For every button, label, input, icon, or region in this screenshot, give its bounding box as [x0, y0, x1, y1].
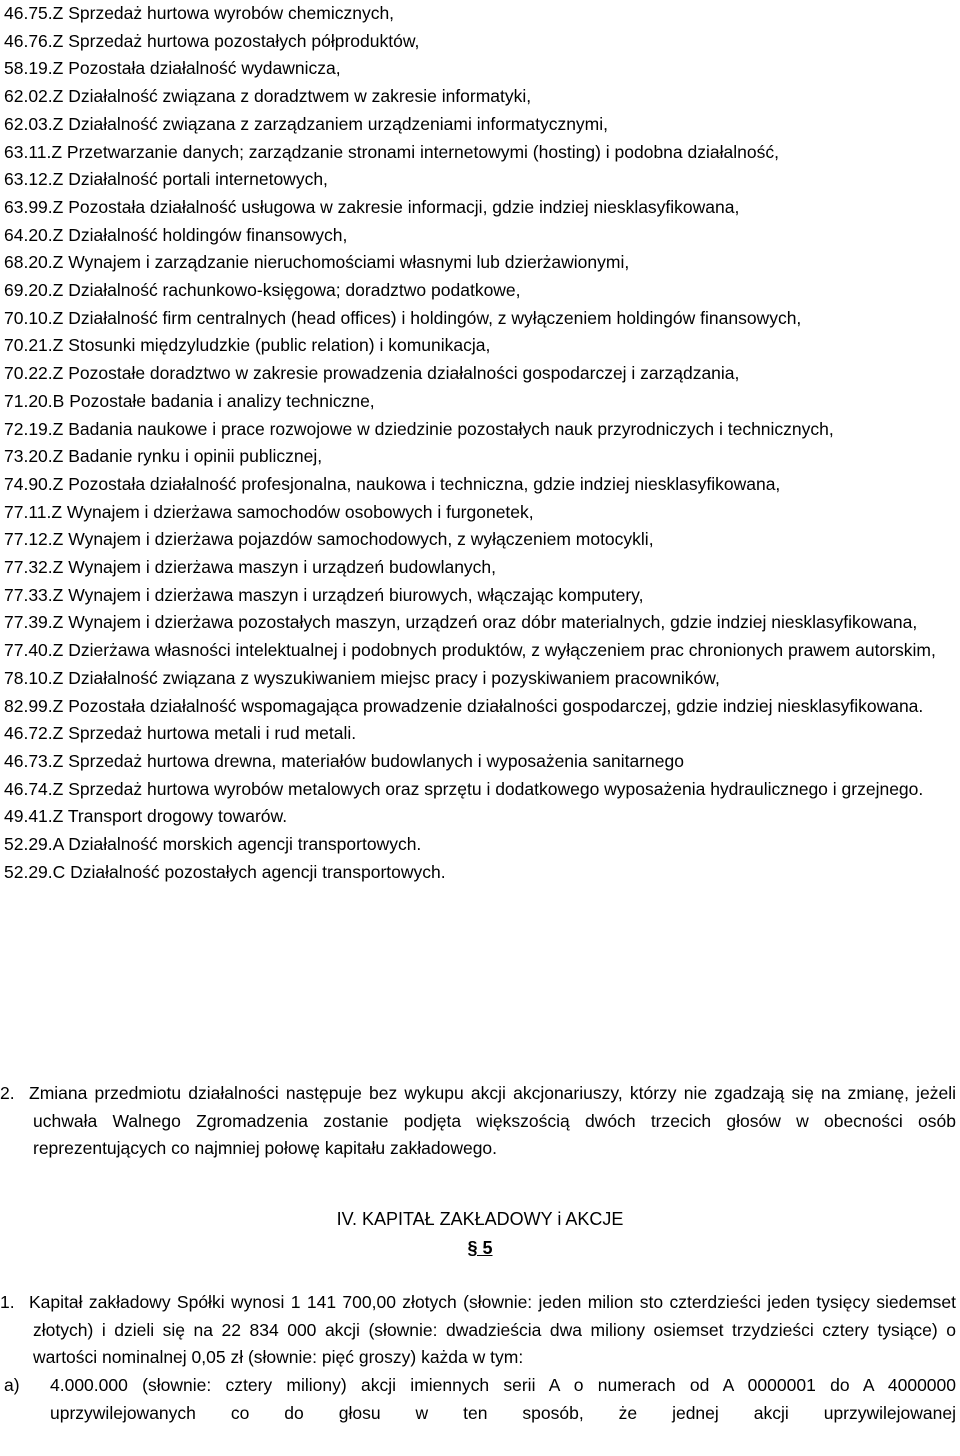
list-item: 77.40.Z Dzierżawa własności intelektualnej i podobnych produktów, z wyłączeniem prac chronionych prawem autorskim, — [4, 640, 936, 661]
section-text: Zmiana przedmiotu działalności następuje bez wykupu akcji akcjonariuszy, którzy nie zgadzają się na zmianę, jeżeli uchwała Walnego Zgromadzenia zostanie podjęta większością dwóch trzecich głosów w obecności osób reprezentujących co najmniej połowę kapitału zakładowego. — [29, 1083, 956, 1159]
section-text: Kapitał zakładowy Spółki wynosi 1 141 700,00 złotych (słownie: jeden milion sto czterdzieści jeden tysięcy siedemset złotych) i dzieli się na 22 834 000 akcji (słownie: dwadzieścia dwa miliony osiemset trzydzieści cztery tysiące) o wartości nominalnej 0,05 zł (słownie: pięć groszy) każda w tym: — [29, 1292, 956, 1368]
list-item: 77.12.Z Wynajem i dzierżawa pojazdów samochodowych, z wyłączeniem motocykli, — [4, 529, 654, 550]
list-item: 69.20.Z Działalność rachunkowo-księgowa; doradztwo podatkowe, — [4, 280, 521, 301]
subitem-label: a) — [4, 1375, 20, 1396]
list-item: 63.12.Z Działalność portali internetowych, — [4, 169, 328, 190]
list-item: 68.20.Z Wynajem i zarządzanie nieruchomościami własnymi lub dzierżawionymi, — [4, 252, 630, 273]
list-item: 77.39.Z Wynajem i dzierżawa pozostałych maszyn, urządzeń oraz dóbr materialnych, gdzie indziej niesklasyfikowana, — [4, 612, 918, 633]
list-item: 46.74.Z Sprzedaż hurtowa wyrobów metalowych oraz sprzętu i dodatkowego wyposażenia hydraulicznego i grzejnego. — [4, 778, 924, 799]
section-number: 1. — [0, 1292, 15, 1312]
list-item: 70.21.Z Stosunki międzyludzkie (public relation) i komunikacja, — [4, 335, 491, 356]
capital-section — [0, 1289, 960, 1428]
paragraph-heading — [0, 1235, 960, 1262]
list-item: 52.29.A Działalność morskich agencji transportowych. — [4, 834, 422, 855]
list-item: 78.10.Z Działalność związana z wyszukiwaniem miejsc pracy i pozyskiwaniem pracowników, — [4, 667, 720, 688]
list-item: 71.20.B Pozostałe badania i analizy techniczne, — [4, 390, 375, 411]
list-item: 77.32.Z Wynajem i dzierżawa maszyn i urządzeń budowlanych, — [4, 557, 497, 578]
list-item: 64.20.Z Działalność holdingów finansowych, — [4, 224, 348, 245]
list-item: 49.41.Z Transport drogowy towarów. — [4, 806, 288, 827]
list-item: 73.20.Z Badanie rynku i opinii publicznej, — [4, 446, 323, 467]
paragraph-sign-text: § 5 — [467, 1238, 493, 1258]
list-item: 77.11.Z Wynajem i dzierżawa samochodów osobowych i furgonetek, — [4, 501, 534, 522]
list-item: 82.99.Z Pozostała działalność wspomagająca prowadzenie działalności gospodarczej, gdzie indziej niesklasyfikowana. — [4, 695, 924, 716]
list-item: 77.33.Z Wynajem i dzierżawa maszyn i urządzeń biurowych, włączając komputery, — [4, 584, 644, 605]
list-item: 46.72.Z Sprzedaż hurtowa metali i rud metali. — [4, 723, 357, 744]
list-item: 74.90.Z Pozostała działalność profesjonalna, naukowa i techniczna, gdzie indziej niesklasyfikowana, — [4, 473, 781, 494]
list-item: 63.99.Z Pozostała działalność usługowa w zakresie informacji, gdzie indziej niesklasyfikowana, — [4, 196, 740, 217]
list-item: 72.19.Z Badania naukowe i prace rozwojowe w dziedzinie pozostałych nauk przyrodniczych i technicznych, — [4, 418, 834, 439]
list-item: 62.02.Z Działalność związana z doradztwem w zakresie informatyki, — [4, 86, 532, 107]
list-item: 58.19.Z Pozostała działalność wydawnicza, — [4, 58, 341, 79]
list-item: 62.03.Z Działalność związana z zarządzaniem urządzeniami informatycznymi, — [4, 113, 608, 134]
chapter-title: IV. KAPITAŁ ZAKŁADOWY i AKCJE — [336, 1209, 624, 1229]
list-item: 63.11.Z Przetwarzanie danych; zarządzanie stronami internetowymi (hosting) i podobna działalność, — [4, 141, 779, 162]
list-item: 70.10.Z Działalność firm centralnych (head offices) i holdingów, z wyłączeniem holdingów finansowych, — [4, 307, 802, 328]
list-item: 70.22.Z Pozostałe doradztwo w zakresie prowadzenia działalności gospodarczej i zarządzania, — [4, 363, 740, 384]
list-item: 52.29.C Działalność pozostałych agencji transportowych. — [4, 861, 446, 882]
section-2-paragraph — [0, 1080, 960, 1163]
subitem-text: 4.000.000 (słownie: cztery miliony) akcji imiennych serii A o numerach od A 0000001 do A 4000000 uprzywilejowanych co do głosu w ten sposób, że jednej akcji uprzywilejowanej — [50, 1375, 956, 1423]
list-item: 46.76.Z Sprzedaż hurtowa pozostałych półproduktów, — [4, 30, 420, 51]
list-item: 46.73.Z Sprzedaż hurtowa drewna, materiałów budowlanych i wyposażenia sanitarnego — [4, 750, 684, 771]
list-item: 46.75.Z Sprzedaż hurtowa wyrobów chemicznych, — [4, 3, 395, 23]
section-number: 2. — [0, 1083, 15, 1103]
